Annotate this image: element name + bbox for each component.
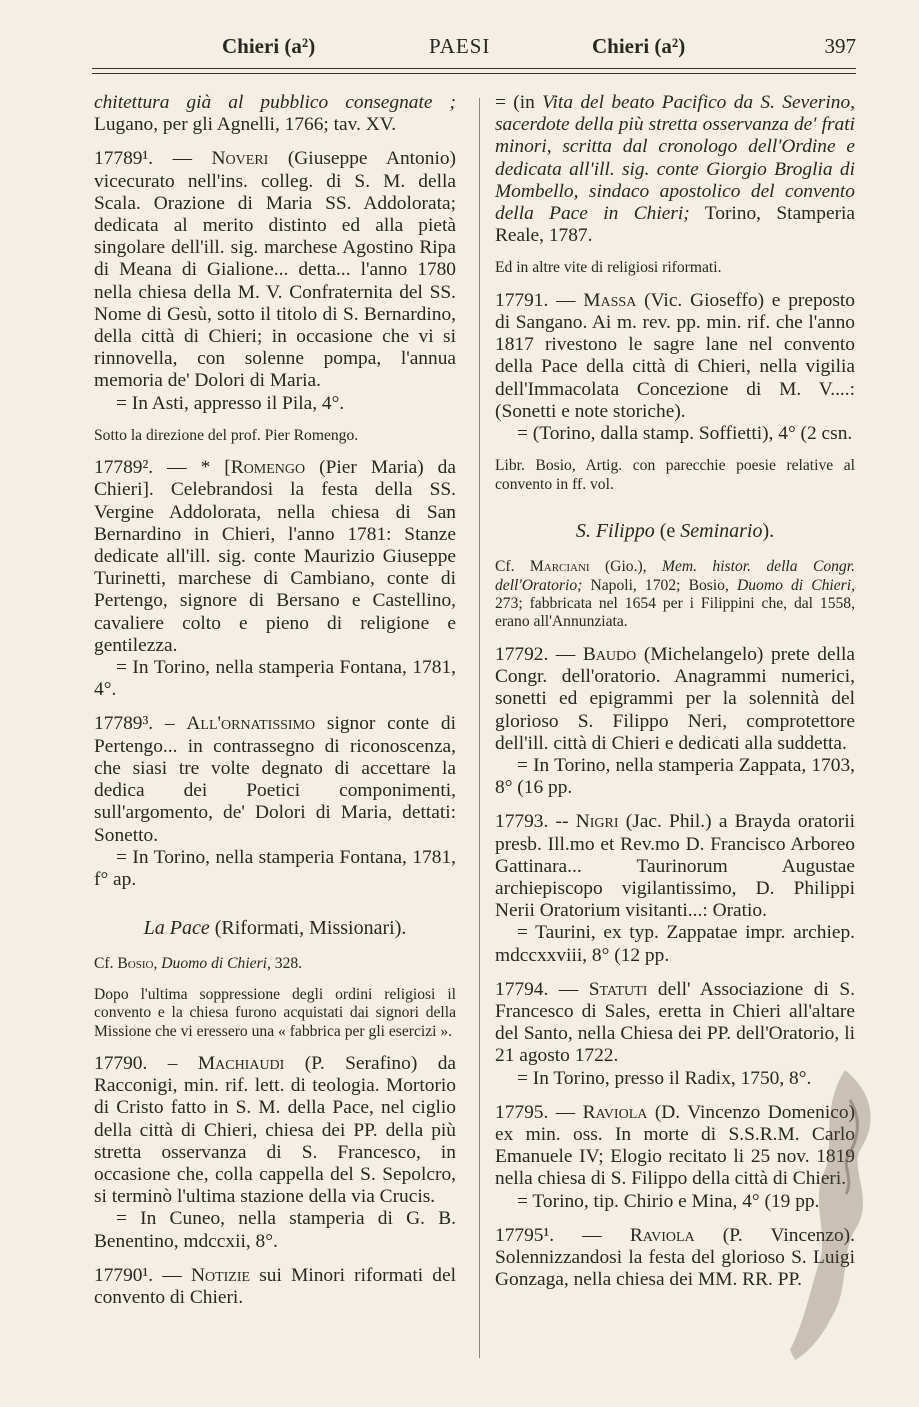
entry-author: Raviola — [582, 1101, 648, 1123]
entry-17793: 17793. -- Nigri (Jac. Phil.) a Brayda oratorii presb. Ill.mo et Rev.mo D. Francisco Arboreo Gattinara... Taurinorum Augustae archiepiscopo vigilantissimo, D. Philippi Nerii Oratorium visitanti...: Oratio. = Taurini, ex typ. Zappatae impr. archiep. mdccxxviii, 8° (12 pp. — [495, 811, 855, 966]
entry-note: Ed in altre vite di religiosi riformati. — [495, 259, 722, 277]
continued-imprint: Lugano, per gli Agnelli, 1766; tav. XV. — [94, 114, 397, 136]
entry-number: 17789¹. — [94, 148, 154, 170]
entry-note: Libr. Bosio, Artig. con parecchie poesie relative al convento in ff. vol. — [495, 457, 855, 493]
entry-number: 17791. — [495, 289, 549, 311]
continued-title: chitettura già al pubblico consegnate ; — [94, 92, 456, 113]
entry-17790-1: 17790¹. — Notizie sui Minori riformati del convento di Chieri. — [94, 1264, 456, 1308]
entry-17789-1: 17789¹. — Noveri (Giuseppe Antonio) vicecurato nell'ins. colleg. di S. M. della Scala. Orazione di Maria SS. Addolorata; dedicata al merito distinto ed alla pietà singolare dell'ill. sig. marchese Agostino Ripa di Meana di Gialione... detta... l'anno 1780 nella chiesa della M. V. Confraternita del SS. Nome di Gesù, sotto il titolo di S. Bernardino, della città di Chieri; in occasione che vi si rinnovella, con solenne pompa, l'annua memoria de' Dolori di Maria. = In Asti, appresso il Pila, 4°. — [94, 148, 456, 414]
entry-17789-2 — [94, 457, 456, 701]
section-title-la-pace: La Pace (Riformati, Missionari). — [143, 917, 407, 940]
entry-imprint: = In Torino, nella stamperia Zappata, 1703, 8° (16 pp. — [495, 754, 855, 799]
entry-author: Raviola — [629, 1224, 695, 1246]
running-head-right: Chieri (a²) — [592, 34, 686, 58]
entry-text: signor conte di Pertengo... in contrassegno di riconoscenza, che siasi tre volte degnato di accettare la dedica dei Poetici componimenti, sull'argomento, de' Dolori di Maria, dettati: Sonetto. — [94, 713, 457, 846]
entry-text: (Jac. Phil.) a Brayda oratorii presb. Ill.mo et Rev.mo D. Francisco Arboreo Gattinara... Taurinorum Augustae archiepiscopo vigilantissimo, D. Philippi Nerii Oratorium visitanti...: Oratio. — [495, 811, 855, 922]
entry-17789-3: 17789³. – All'ornatissimo signor conte di Pertengo... in contrassegno di riconoscenza, che siasi tre volte degnato di accettare la dedica dei Poetici componimenti, sull'argomento, de' Dolori di Maria, dettati: Sonetto. = In Torino, nella stamperia Fontana, 1781, f° ap. — [94, 713, 457, 890]
entry-author: Massa — [583, 289, 637, 311]
entry-17794: 17794. — Statuti dell' Associazione di S. Francesco di Sales, eretta in Chieri all'altare del Santo, nella Chiesa dei PP. dell'Oratorio, li 21 agosto 1722. = In Torino, presso il Radix, 1750, 8°. — [495, 978, 856, 1089]
entry-text: (Vic. Gioseffo) e preposto di Sangano. Ai m. rev. pp. min. rif. che l'anno 1817 rivestono le sagre lane nel convento della Pace della città di Chieri, nella vigilia dell'Immacolata Concezione di M. V....: (Sonetti e note storiche). — [495, 289, 855, 422]
entry-number: 17790. — [94, 1052, 148, 1074]
entry-author: Baudo — [582, 643, 637, 665]
continued-imprint: Torino, Stamperia Reale, 1787. — [495, 203, 856, 247]
right-column — [495, 92, 855, 1303]
entry-imprint: = Torino, tip. Chirio e Mina, 4° (19 pp. — [517, 1190, 820, 1212]
entry-author: Noveri — [211, 148, 269, 170]
entry-note: Sotto la direzione del prof. Pier Romengo. — [94, 426, 359, 444]
running-head-left: Chieri (a²) — [222, 34, 316, 58]
entry-number: 17793. — [495, 811, 549, 833]
entry-author: All'ornatissimo — [186, 713, 316, 735]
header-rule — [92, 68, 856, 69]
entry-text: (Pier Maria) da Chieri]. Celebrandosi la festa della SS. Vergine Addolorata, nella chiesa di San Bernardino in Chieri, l'anno 1781: Stanze dedicate all'ill. sig. conte Maurizio Giuseppe Turinetti, marchese di Cambiano, conte di Pertengo, signore di Bersano e Castellino, cavaliere colto e pieno di religione e gentilezza. — [94, 457, 456, 656]
entry-text: (P. Vincenzo). Solennizzandosi la festa del glorioso S. Luigi Gonzaga, nella chiesa dei MM. RR. PP. — [495, 1224, 855, 1291]
entry-text: (Michelangelo) prete della Congr. dell'oratorio. Anagrammi numerici, sonetti ed epigrammi per la solennità del glorioso S. Filippo Neri, comprotettore dell'ill. città di Chieri e dedicati alla suddetta. — [495, 643, 855, 754]
entry-imprint: = In Torino, nella stamperia Fontana, 1781, 4°. — [94, 657, 456, 701]
entry-author: Romengo — [230, 457, 306, 479]
running-head — [92, 34, 856, 60]
entry-17792: 17792. — Baudo (Michelangelo) prete della Congr. dell'oratorio. Anagrammi numerici, sonetti ed epigrammi per la solennità del glorioso S. Filippo Neri, comprotettore dell'ill. città di Chieri e dedicati alla suddetta. = In Torino, nella stamperia Zappata, 1703, 8° (16 pp. — [495, 643, 855, 799]
entry-text: dell' Associazione di S. Francesco di Sales, eretta in Chieri all'altare del Santo, nella Chiesa dei PP. dell'Oratorio, li 21 agosto 1722. — [495, 978, 856, 1067]
page-number: 397 — [824, 34, 856, 58]
entry-imprint: = In Torino, nella stamperia Fontana, 1781, f° ap. — [94, 846, 456, 890]
entry-imprint: = In Cuneo, nella stamperia di G. B. Benentino, mdccxii, 8°. — [94, 1208, 456, 1252]
entry-text: (Giuseppe Antonio) vicecurato nell'ins. colleg. di S. M. della Scala. Orazione di Maria SS. Addolorata; dedicata al merito distinto ed alla pietà singolare dell'ill. sig. marchese Agostino Ripa di Meana di Gialione... detta... l'anno 1780 nella chiesa della M. V. Confraternita del SS. Nome di Gesù, sotto il titolo di S. Bernardino, della città di Chieri; in occasione che vi si rinnovella, con solenne pompa, l'annua memoria de' Dolori di Maria. — [94, 148, 456, 392]
entry-text: sui Minori riformati del convento di Chieri. — [94, 1264, 456, 1308]
entry-17795: 17795. — Raviola (D. Vincenzo Domenico) ex min. oss. In morte di S.S.R.M. Carlo Emanuele IV; Elogio recitato li 25 nov. 1819 nella chiesa di S. Filippo della città di Chieri. = Torino, tip. Chirio e Mina, 4° (19 pp. — [495, 1101, 855, 1212]
entry-17791: 17791. — Massa (Vic. Gioseffo) e preposto di Sangano. Ai m. rev. pp. min. rif. che l'anno 1817 rivestono le sagre lane nel convento della Pace della città di Chieri, nella vigilia dell'Immacolata Concezione di M. V....: (Sonetti e note storiche). = (Torino, dalla stamp. Soffietti), 4° (2 csn. — [495, 289, 855, 445]
continued-title: Vita del beato Pacifico da S. Severino, sacerdote della più stretta osservanza de' frati minori, scritta dal cronologo dell'Ordine e dedicata all'ill. sig. conte Giorgio Broglia di Mombello, sindaco apostolico del convento della Pace in Chieri; — [495, 92, 855, 225]
column-divider — [479, 98, 480, 1358]
entry-17790: 17790. – Machiaudi (P. Serafino) da Racconigi, min. rif. lett. di teologia. Mortorio di Cristo fatto in S. M. della Pace, nel ciglio della città di Chieri, chiesa dei PP. della più stretta osservanza di S. Francesco, in occasione che, colla cappella del S. Sepolcro, si terminò l'ultima stazione della via Crucis. = In Cuneo, nella stamperia di G. B. Benentino, mdccxii, 8°. — [94, 1052, 456, 1252]
entry-text: (P. Serafino) da Racconigi, min. rif. lett. di teologia. Mortorio di Cristo fatto in S. M. della Pace, nel ciglio della città di Chieri, chiesa dei PP. della più stretta osservanza di S. Francesco, in occasione che, colla cappella del S. Sepolcro, si terminò l'ultima stazione della via Crucis. — [94, 1052, 456, 1208]
section-title-s-filippo: S. Filippo (e Seminario). — [575, 520, 775, 543]
entry-17795-1: 17795¹. — Raviola (P. Vincenzo). Solennizzandosi la festa del glorioso S. Luigi Gonzaga, nella chiesa dei MM. RR. PP. — [495, 1224, 855, 1291]
continued-entry-right: = (in Vita del beato Pacifico da S. Severino, sacerdote della più stretta osservanza de' frati minori, scritta dal cronologo dell'Ordine e dedicata all'ill. sig. conte Giorgio Broglia di Mombello, sindaco apostolico del convento della Pace in Chieri; Torino, Stamperia Reale, 1787. — [495, 92, 856, 247]
entry-text: (D. Vincenzo Domenico) ex min. oss. In morte di S.S.R.M. Carlo Emanuele IV; Elogio recitato li 25 nov. 1819 nella chiesa di S. Filippo della città di Chieri. — [495, 1101, 855, 1190]
note-soppressione: Dopo l'ultima soppressione degli ordini religiosi il convento e la chiesa furono acquistati dai signori della Missione che vi eressero una « fabbrica per gli esercizi ». — [94, 985, 456, 1040]
entry-author: Machiaudi — [197, 1052, 285, 1074]
entry-number: 17792. — [495, 643, 549, 665]
running-head-center: PAESI — [429, 34, 491, 58]
entry-number: 17790¹. — [94, 1264, 154, 1286]
left-column — [94, 92, 456, 1321]
entry-imprint: = In Asti, appresso il Pila, 4°. — [116, 392, 345, 414]
continued-entry — [94, 92, 456, 136]
entry-author: Nigri — [575, 811, 619, 833]
note-cf-bosio: Cf. Bosio, Duomo di Chieri, 328. — [94, 955, 303, 973]
entry-imprint: = In Torino, presso il Radix, 1750, 8°. — [517, 1067, 812, 1089]
entry-number: 17795. — [495, 1101, 549, 1123]
entry-imprint: = Taurini, ex typ. Zappatae impr. archiep. mdccxxviii, 8° (12 pp. — [495, 922, 855, 966]
entry-number: 17789³. — [94, 713, 154, 735]
entry-number: 17789². — [94, 457, 154, 479]
entry-author: Statuti — [588, 978, 648, 1000]
entry-author: Notizie — [190, 1264, 251, 1286]
entry-imprint: = (Torino, dalla stamp. Soffietti), 4° (2 csn. — [517, 423, 853, 445]
header-rule-double — [92, 73, 856, 74]
entry-number: 17794. — [495, 978, 549, 1000]
note-cf-marciani: Cf. Marciani (Gio.), Mem. histor. della Congr. dell'Oratorio; Napoli, 1702; Bosio, Duomo di Chieri, 273; fabbricata nel 1654 per i Filippini che, dal 1558, erano all'Annunziata. — [495, 558, 855, 631]
entry-mark: — * [ — [167, 457, 231, 479]
entry-number: 17795¹. — [495, 1224, 555, 1246]
